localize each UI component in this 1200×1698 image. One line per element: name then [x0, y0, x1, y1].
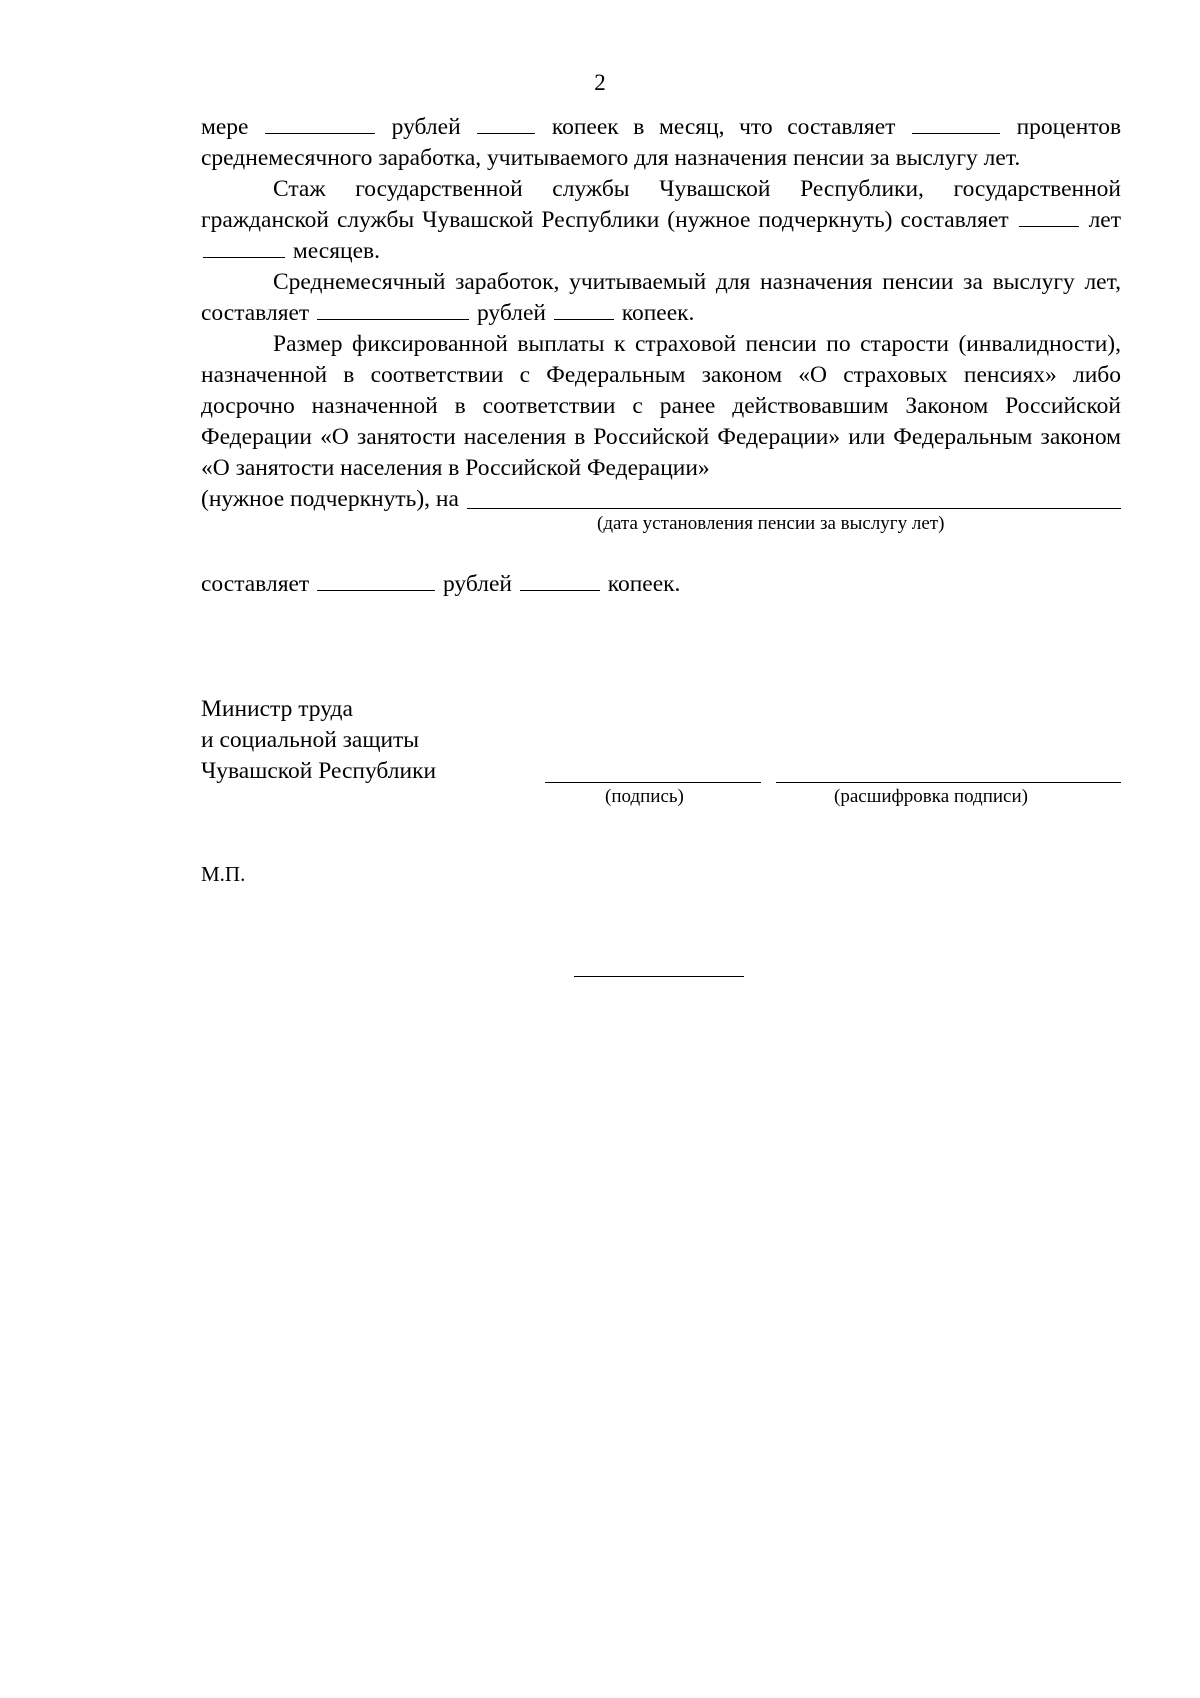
text: составляет [201, 571, 310, 597]
text: копеек. [607, 571, 681, 597]
months-field[interactable] [203, 237, 285, 258]
signature-decode-caption: (расшифровка подписи) [834, 786, 1028, 807]
percent-field[interactable] [912, 113, 1000, 134]
fixed-kopecks-field[interactable] [520, 570, 600, 591]
rubles-field[interactable] [265, 113, 375, 134]
text: процентов среднемесячного заработка, учитываемого для назначения пенсии за выслугу лет. [201, 114, 1122, 171]
text: мере [201, 114, 249, 140]
signature-decode-field[interactable] [776, 782, 1121, 783]
end-divider [574, 976, 744, 977]
minister-title [201, 694, 1121, 787]
fixed-rubles-field[interactable] [317, 570, 435, 591]
earnings-kopecks-field[interactable] [554, 299, 614, 320]
signature-block [201, 694, 1121, 807]
text: Размер фиксированной выплаты к страховой пенсии по старости (инвалидности), назначенной в соответствии с Федеральным законом «О страховых пенсиях» либо досрочно назначенной в соответствии с ранее действовавшим Законом Российской Федерации «О занятости населения в Российской Федерации» или Федеральным законом «О занятости населения в Российской Федерации» [201, 331, 1121, 481]
stamp-label: М.П. [201, 862, 246, 886]
paragraph-fixed-payment [201, 329, 1121, 484]
date-field[interactable] [467, 486, 1121, 509]
date-caption: (дата установления пенсии за выслугу лет) [597, 513, 945, 534]
earnings-rubles-field[interactable] [317, 299, 469, 320]
date-line-row [201, 484, 1121, 515]
text: Стаж государственной службы Чувашской Республики, государственной гражданской службы Чувашской Республики (нужное подчеркнуть) составляет [201, 176, 1121, 233]
text: копеек в месяц, что составляет [551, 114, 896, 140]
document-body [201, 112, 1121, 600]
text: копеек. [621, 300, 695, 326]
text: лет [1088, 207, 1122, 233]
signature-field[interactable] [545, 782, 761, 783]
text: Среднемесячный заработок, учитываемый для назначения пенсии за выслугу лет, составляет [201, 269, 1121, 326]
paragraph-service-length [201, 174, 1121, 267]
minister-title-line: Чувашской Республики [201, 758, 437, 784]
years-field[interactable] [1019, 206, 1079, 227]
minister-title-line: Министр труда [201, 696, 353, 722]
signature-caption: (подпись) [605, 786, 684, 807]
minister-title-line: и социальной защиты [201, 727, 420, 753]
text: (нужное подчеркнуть), на [201, 486, 459, 512]
paragraph-pension-amount [201, 112, 1121, 174]
text: рублей [442, 571, 512, 597]
paragraph-average-earnings [201, 267, 1121, 329]
text: рублей [476, 300, 546, 326]
paragraph-fixed-payment-amount [201, 569, 1121, 600]
page-number: 2 [594, 70, 606, 95]
kopecks-field[interactable] [477, 113, 535, 134]
text: рублей [391, 114, 461, 140]
text: месяцев. [292, 238, 380, 264]
